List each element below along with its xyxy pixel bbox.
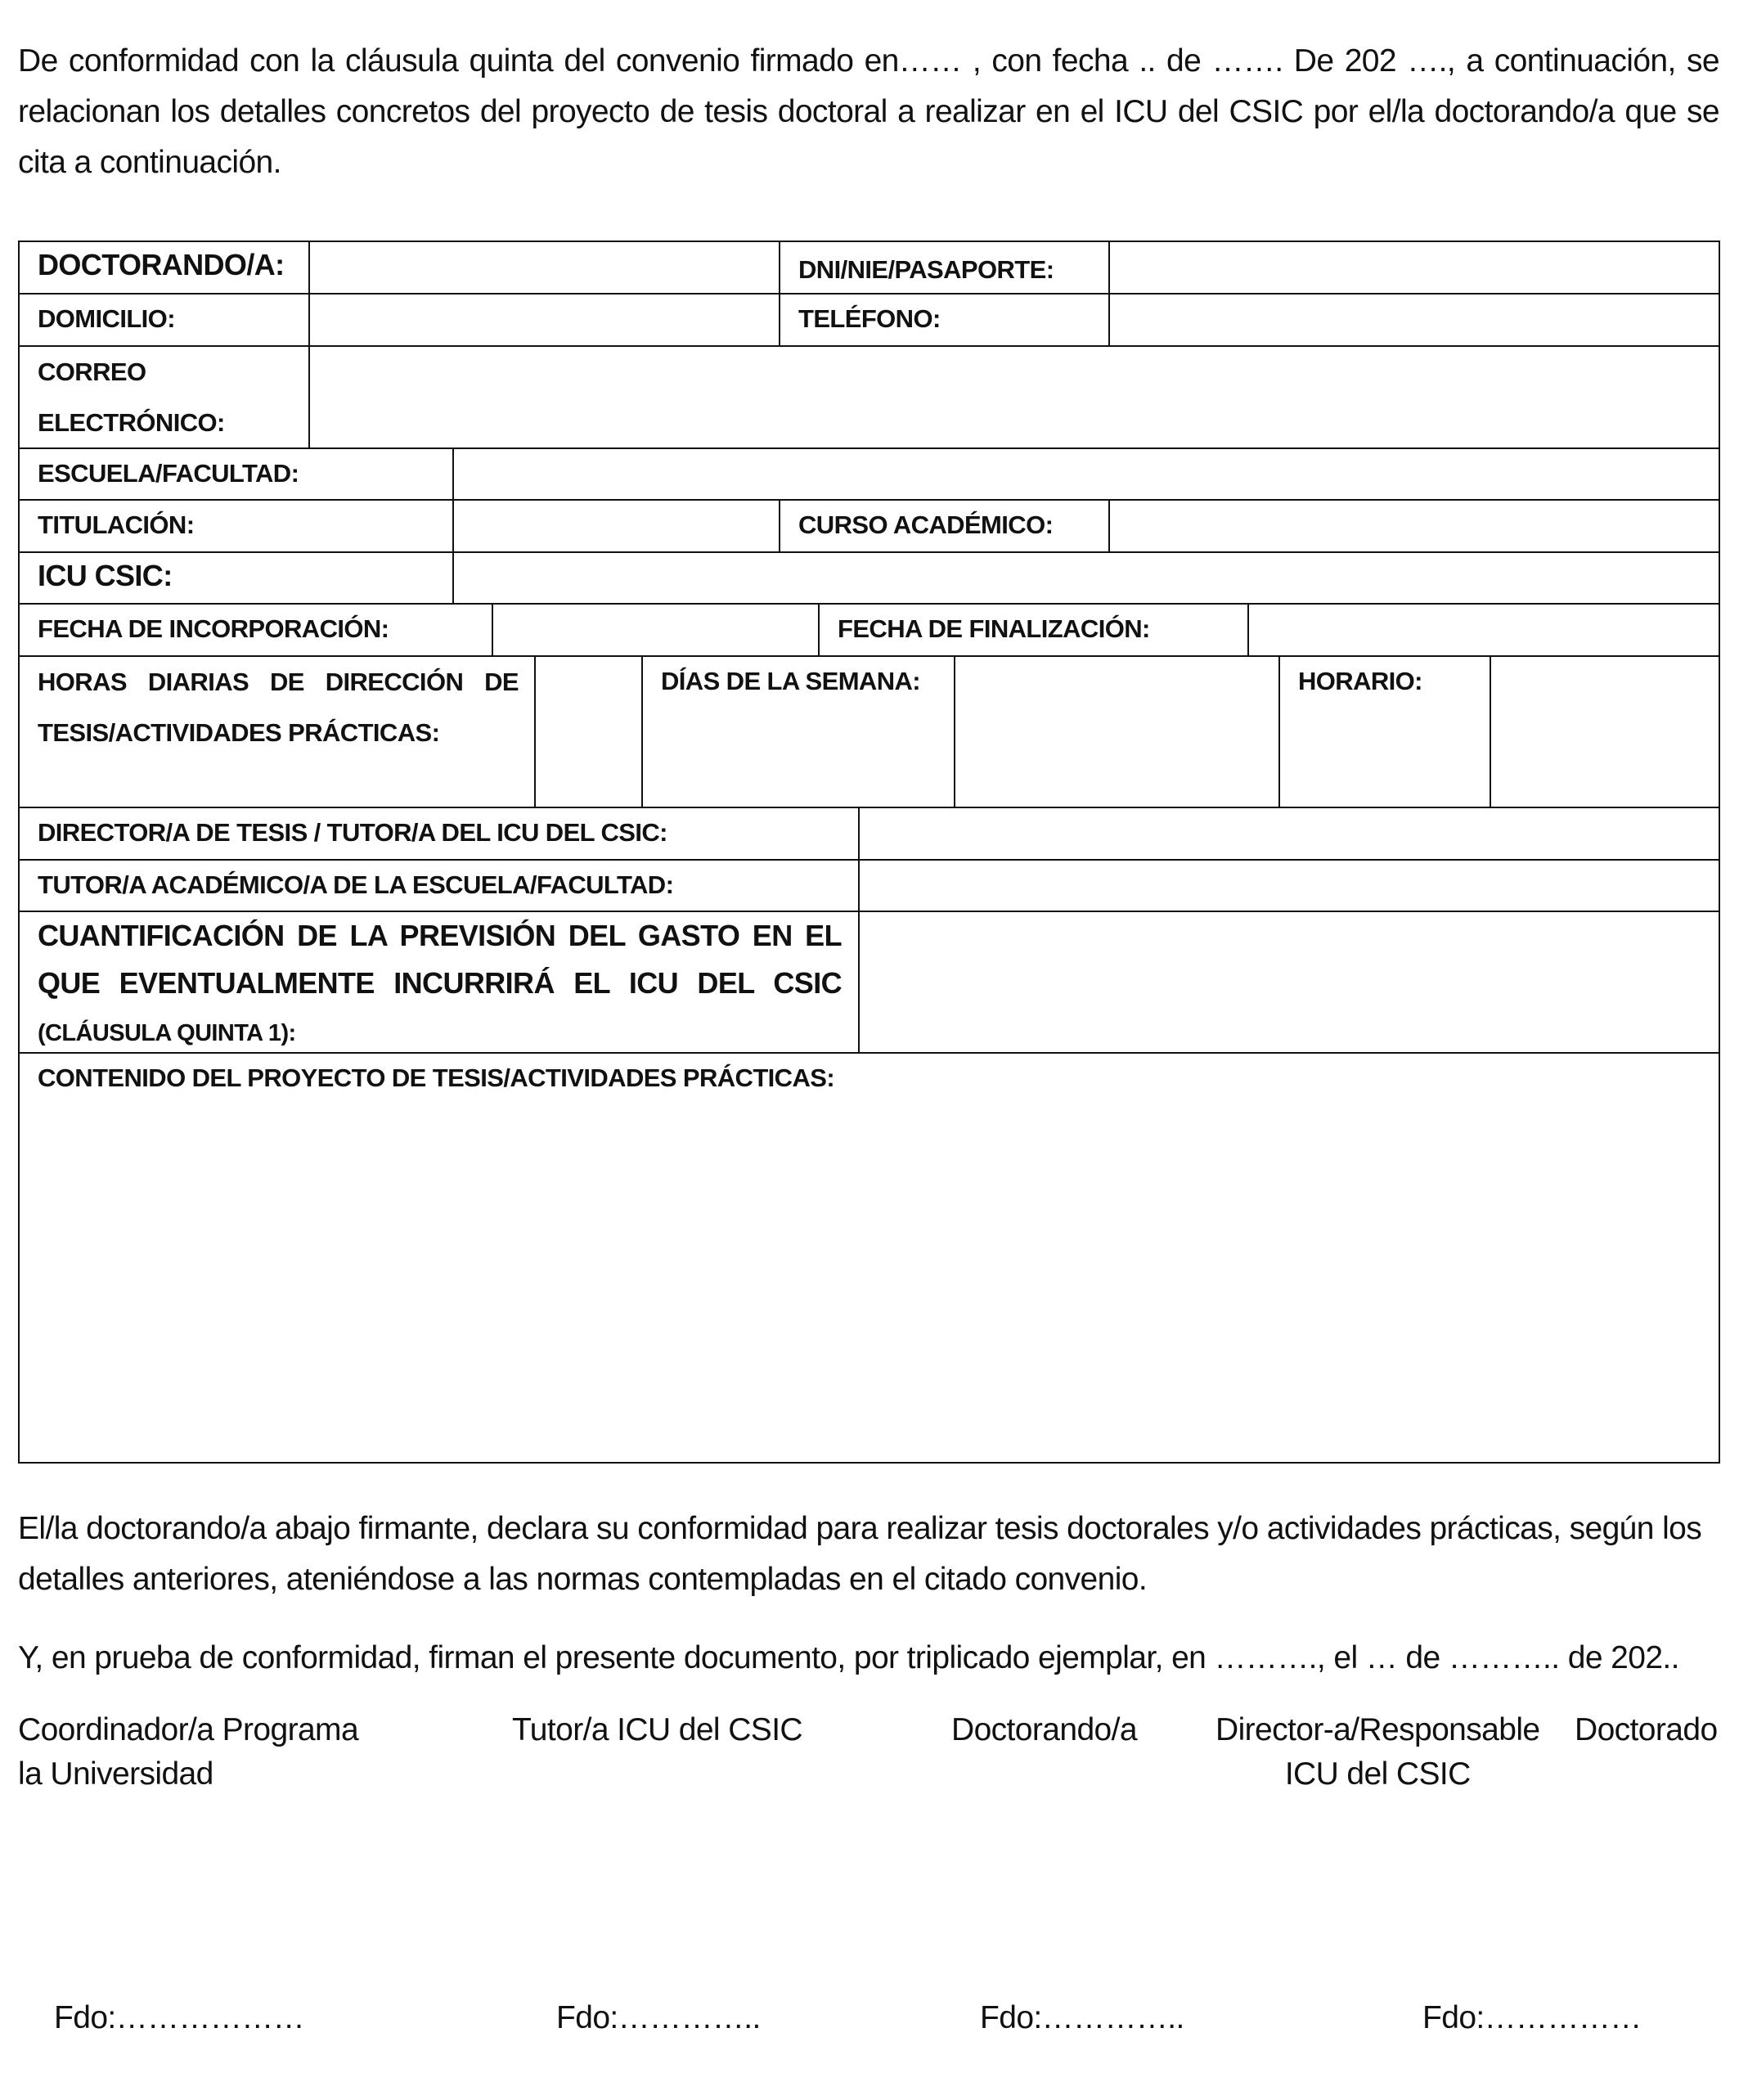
signatory-doctorado: Doctorado [1575,1712,1718,1747]
fecha-fin-field[interactable] [1247,603,1720,657]
signatory-tutor: Tutor/a ICU del CSIC [512,1712,802,1747]
correo-label-cell [18,345,310,449]
icu-field[interactable] [452,551,1720,605]
signatory-director [1216,1708,1540,1796]
dni-label-cell [779,241,1110,295]
contenido-label: CONTENIDO DEL PROYECTO DE TESIS/ACTIVIDADES PRÁCTICAS: [38,1063,835,1092]
fdo-tutor[interactable]: Fdo:………….. [556,2000,761,2035]
curso-label: CURSO ACADÉMICO: [798,510,1054,539]
cuantificacion-label-block [20,912,842,1057]
dni-label: DNI/NIE/PASAPORTE: [798,255,1054,284]
signatory-doctorando: Doctorando/a [951,1712,1137,1747]
doctorando-label: DOCTORANDO/A: [38,248,285,281]
cuantificacion-label-cell [18,911,860,1054]
signatory-director-line2: ICU del CSIC [1284,1756,1471,1792]
contenido-cell[interactable] [18,1052,1720,1464]
fecha-inc-label-cell [18,603,493,657]
horario-label: HORARIO: [1298,667,1422,695]
correo-label: CORREO ELECTRÓNICO: [38,357,225,437]
titulacion-label: TITULACIÓN: [38,510,195,539]
fecha-fin-label-cell [818,603,1249,657]
cuantificacion-field[interactable] [858,911,1720,1054]
cuantificacion-ref: (CLÁUSULA QUINTA 1): [38,1020,296,1046]
telefono-label-cell [779,293,1110,347]
director-field[interactable] [858,807,1720,861]
telefono-field[interactable] [1108,293,1720,347]
dias-label: DÍAS DE LA SEMANA: [661,667,921,695]
escuela-label-cell [18,447,454,501]
tutor-academico-label: TUTOR/A ACADÉMICO/A DE LA ESCUELA/FACULTAD: [38,870,674,899]
domicilio-field[interactable] [308,293,780,347]
dias-field[interactable] [954,655,1280,808]
horas-label: HORAS DIARIAS DE DIRECCIÓN DE TESIS/ACTIVIDADES PRÁCTICAS: [38,668,519,747]
fdo-doctorando[interactable]: Fdo:………….. [980,2000,1184,2035]
project-details-table [18,241,1720,1464]
director-label: DIRECTOR/A DE TESIS / TUTOR/A DEL ICU DEL CSIC: [38,818,667,847]
fdo-director[interactable]: Fdo:…………… [1422,2000,1642,2035]
dias-label-cell [641,655,955,808]
fecha-fin-label: FECHA DE FINALIZACIÓN: [838,614,1150,643]
domicilio-label: DOMICILIO: [38,304,175,333]
conformity-statement: Y, en prueba de conformidad, firman el presente documento, por triplicado ejemplar, en ………., el … de ……….. de 202.. [18,1640,1679,1675]
tutor-academico-field[interactable] [858,859,1720,912]
signatory-coordinador [18,1708,358,1796]
fecha-inc-field[interactable] [492,603,820,657]
fdo-coordinador[interactable]: Fdo:……………… [54,2000,305,2035]
signatory-coordinador-line1: Coordinador/a Programa [18,1712,359,1747]
escuela-field[interactable] [452,447,1720,501]
telefono-label: TELÉFONO: [798,304,941,333]
correo-field[interactable] [308,345,1720,449]
horario-label-cell [1278,655,1491,808]
horas-field[interactable] [534,655,643,808]
cuantificacion-label: CUANTIFICACIÓN DE LA PREVISIÓN DEL GASTO EN EL QUE EVENTUALMENTE INCURRIRÁ EL ICU DEL CSIC [38,919,842,1000]
icu-label: ICU CSIC: [38,559,173,592]
horario-field[interactable] [1490,655,1720,808]
escuela-label: ESCUELA/FACULTAD: [38,459,299,488]
doctorando-field[interactable] [308,241,780,295]
titulacion-label-cell [18,499,454,553]
dni-field[interactable] [1108,241,1720,295]
icu-label-cell [18,551,454,605]
horas-label-cell [18,655,536,808]
curso-field[interactable] [1108,499,1720,553]
curso-label-cell [779,499,1110,553]
declaration-paragraph: El/la doctorando/a abajo firmante, declara su conformidad para realizar tesis doctorales y/o actividades prácticas, según los detalles anteriores, ateniéndose a las normas contempladas en el citado convenio. [18,1511,1702,1597]
director-label-cell [18,807,860,861]
signatory-director-line1: Director-a/Responsable [1216,1712,1540,1747]
fecha-inc-label: FECHA DE INCORPORACIÓN: [38,614,389,643]
signatory-coordinador-line2: la Universidad [18,1756,213,1792]
domicilio-label-cell [18,293,310,347]
tutor-academico-label-cell [18,859,860,912]
titulacion-field[interactable] [452,499,780,553]
intro-paragraph: De conformidad con la cláusula quinta del convenio firmado en…… , con fecha .. de ……. De 202 …., a continuación, se relacionan los detalles concretos del proyecto de tesis doctoral a realizar en el ICU del CSIC por el/la doctorando/a que se cita a continuación. [18,43,1719,180]
doctorando-label-cell [18,241,310,295]
